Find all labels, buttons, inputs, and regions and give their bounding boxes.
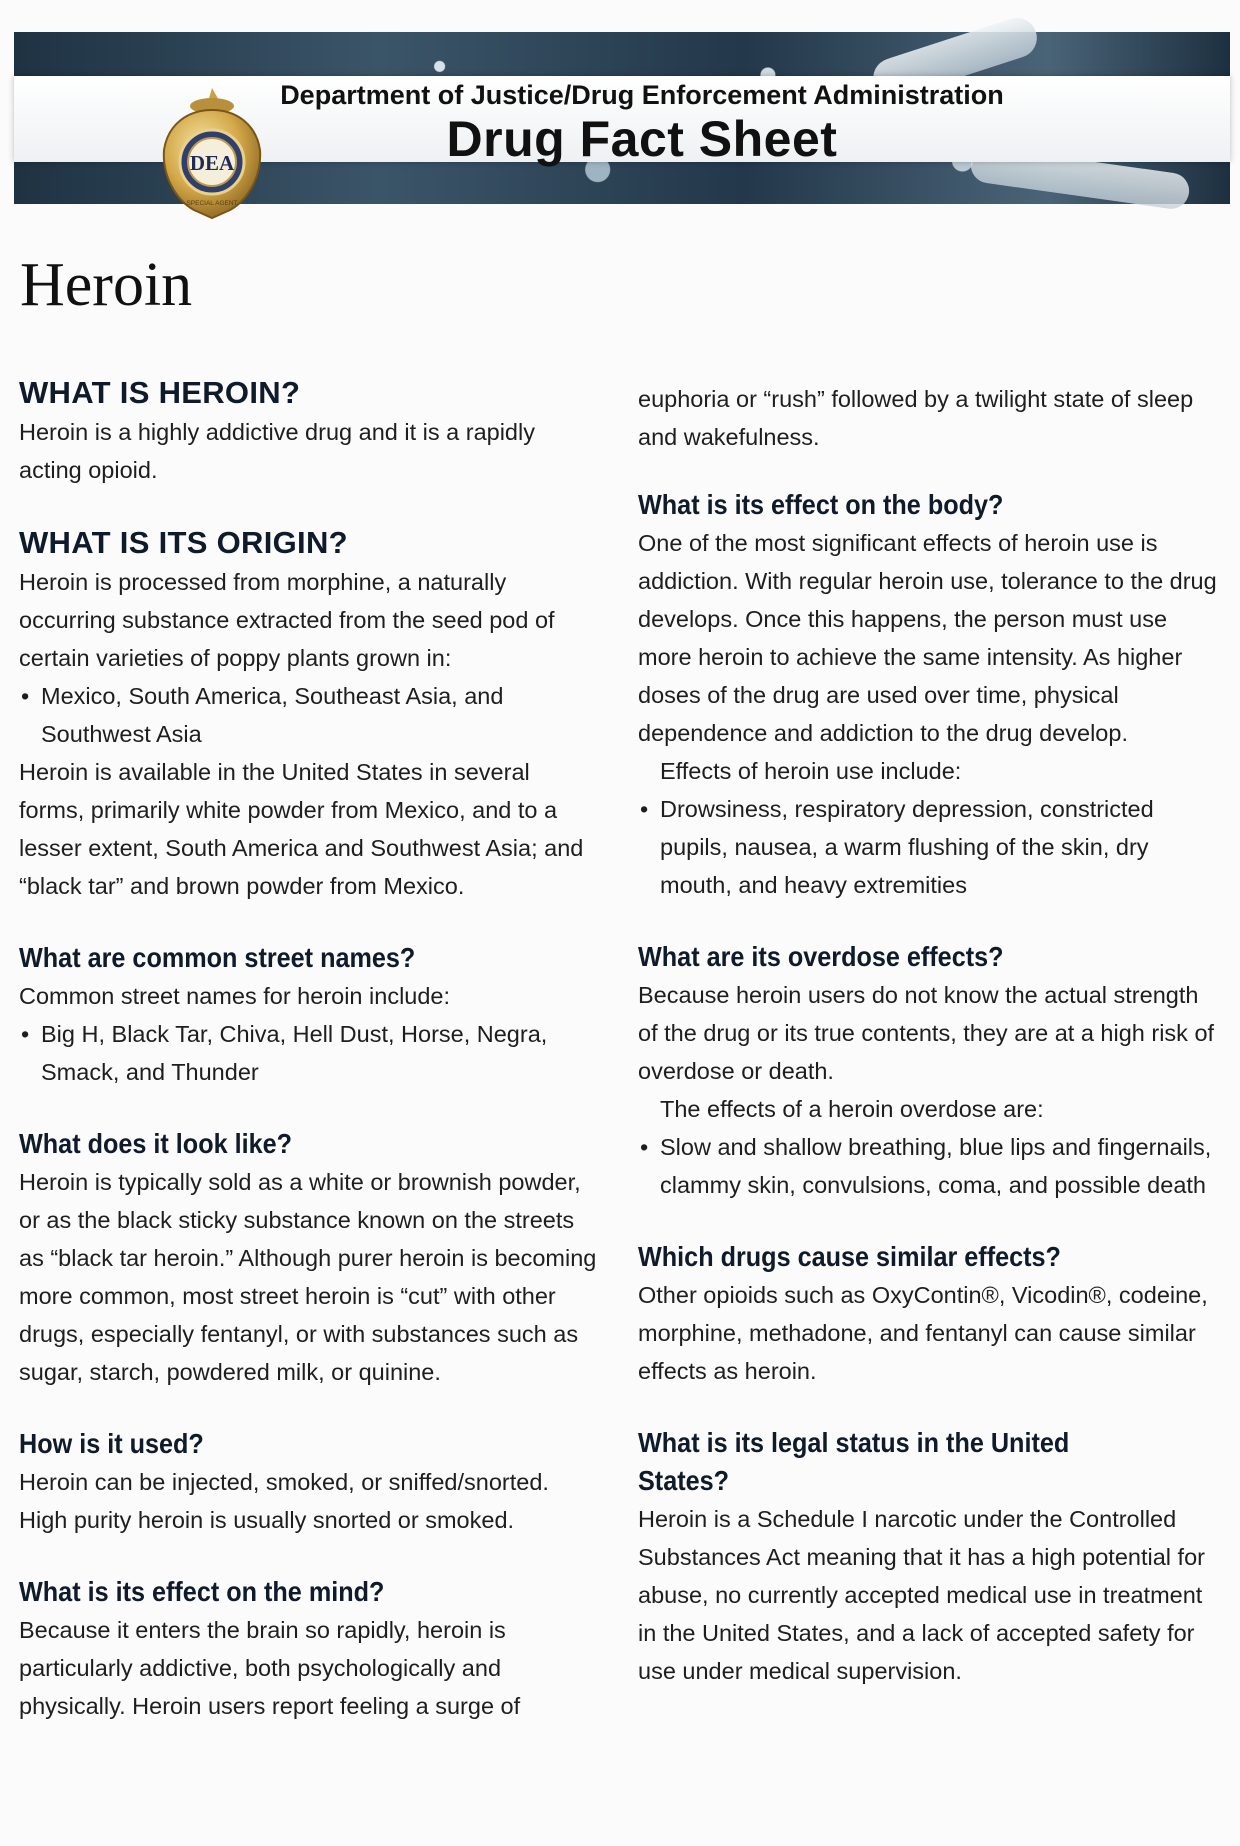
bullet-list bbox=[638, 1128, 1218, 1204]
section-heading: What is its effect on the body? bbox=[638, 489, 1004, 520]
section-heading: WHAT IS HEROIN? bbox=[19, 375, 301, 410]
section-text: Heroin is a highly addictive drug and it is a rapidly acting opioid. bbox=[19, 419, 535, 483]
list-item: • Slow and shallow breathing, blue lips and fingernails, clammy skin, convulsions, coma, and possible death bbox=[638, 1128, 1218, 1204]
section-text: euphoria or “rush” followed by a twilight state of sleep and wakefulness. bbox=[638, 386, 1194, 450]
bullet-list bbox=[19, 1015, 599, 1091]
section-heading: What are common street names? bbox=[19, 942, 416, 973]
svg-text:DEA: DEA bbox=[189, 151, 235, 175]
agency-subtitle: Department of Justice/Drug Enforcement Administration bbox=[280, 80, 1004, 110]
section-text: Because it enters the brain so rapidly, heroin is particularly addictive, both psychologically and physically. Heroin users report feeling a surge of bbox=[19, 1617, 521, 1719]
section-text: Heroin is available in the United States in several forms, primarily white powder from Mexico, and to a lesser extent, South America and Southwest Asia; and “black tar” and brown powder from Mexico. bbox=[19, 759, 584, 899]
section-text: Heroin is a Schedule I narcotic under the Controlled Substances Act meaning that it has a high potential for abuse, no currently accepted medical use in treatment in the United States, and a lack of accepted safety for use under medical supervision. bbox=[638, 1506, 1205, 1684]
section-text: Effects of heroin use include: bbox=[660, 758, 962, 784]
section-heading: What is its legal status in the United States? bbox=[638, 1427, 1070, 1496]
left-column bbox=[19, 373, 599, 1725]
page-title: Heroin bbox=[20, 251, 193, 319]
section-text: The effects of a heroin overdose are: bbox=[660, 1096, 1044, 1122]
section-text: Heroin can be injected, smoked, or sniffed/snorted. High purity heroin is usually snorted or smoked. bbox=[19, 1469, 549, 1533]
section-text: Because heroin users do not know the actual strength of the drug or its true contents, they are at a high risk of overdose or death. bbox=[638, 982, 1215, 1084]
section-heading: What are its overdose effects? bbox=[638, 941, 1004, 972]
section-heading: What does it look like? bbox=[19, 1128, 293, 1159]
section-heading: WHAT IS ITS ORIGIN? bbox=[19, 525, 348, 560]
header-banner bbox=[14, 32, 1230, 207]
bullet-list bbox=[19, 677, 599, 753]
bullet-list bbox=[638, 790, 1218, 904]
section-heading: Which drugs cause similar effects? bbox=[638, 1241, 1061, 1272]
section-text: Heroin is typically sold as a white or brownish powder, or as the black sticky substance known on the streets as “black tar heroin.” Although purer heroin is becoming more common, most street heroin is “cut” with other drugs, especially fentanyl, or with substances such as sugar, starch, powdered milk, or quinine. bbox=[19, 1169, 597, 1385]
section-text: One of the most significant effects of heroin use is addiction. With regular heroin use, tolerance to the drug develops. Once this happens, the person must use more heroin to achieve the same intensity. As higher doses of the drug are used over time, physical dependence and addiction to the drug develop. bbox=[638, 530, 1217, 746]
section-text: Heroin is processed from morphine, a naturally occurring substance extracted from the seed pod of certain varieties of poppy plants grown in: bbox=[19, 569, 555, 671]
section-heading: How is it used? bbox=[19, 1428, 204, 1459]
section-text: Common street names for heroin include: bbox=[19, 983, 451, 1009]
svg-text:SPECIAL AGENT: SPECIAL AGENT bbox=[186, 200, 238, 207]
right-column bbox=[638, 380, 1218, 1690]
list-item: • Drowsiness, respiratory depression, constricted pupils, nausea, a warm flushing of the skin, dry mouth, and heavy extremities bbox=[638, 790, 1218, 904]
fact-sheet-title: Drug Fact Sheet bbox=[446, 111, 838, 167]
list-item: • Mexico, South America, Southeast Asia, and Southwest Asia bbox=[19, 677, 599, 753]
list-item: • Big H, Black Tar, Chiva, Hell Dust, Horse, Negra, Smack, and Thunder bbox=[19, 1015, 599, 1091]
section-text: Other opioids such as OxyContin®, Vicodin®, codeine, morphine, methadone, and fentanyl can cause similar effects as heroin. bbox=[638, 1282, 1208, 1384]
section-heading: What is its effect on the mind? bbox=[19, 1576, 385, 1607]
